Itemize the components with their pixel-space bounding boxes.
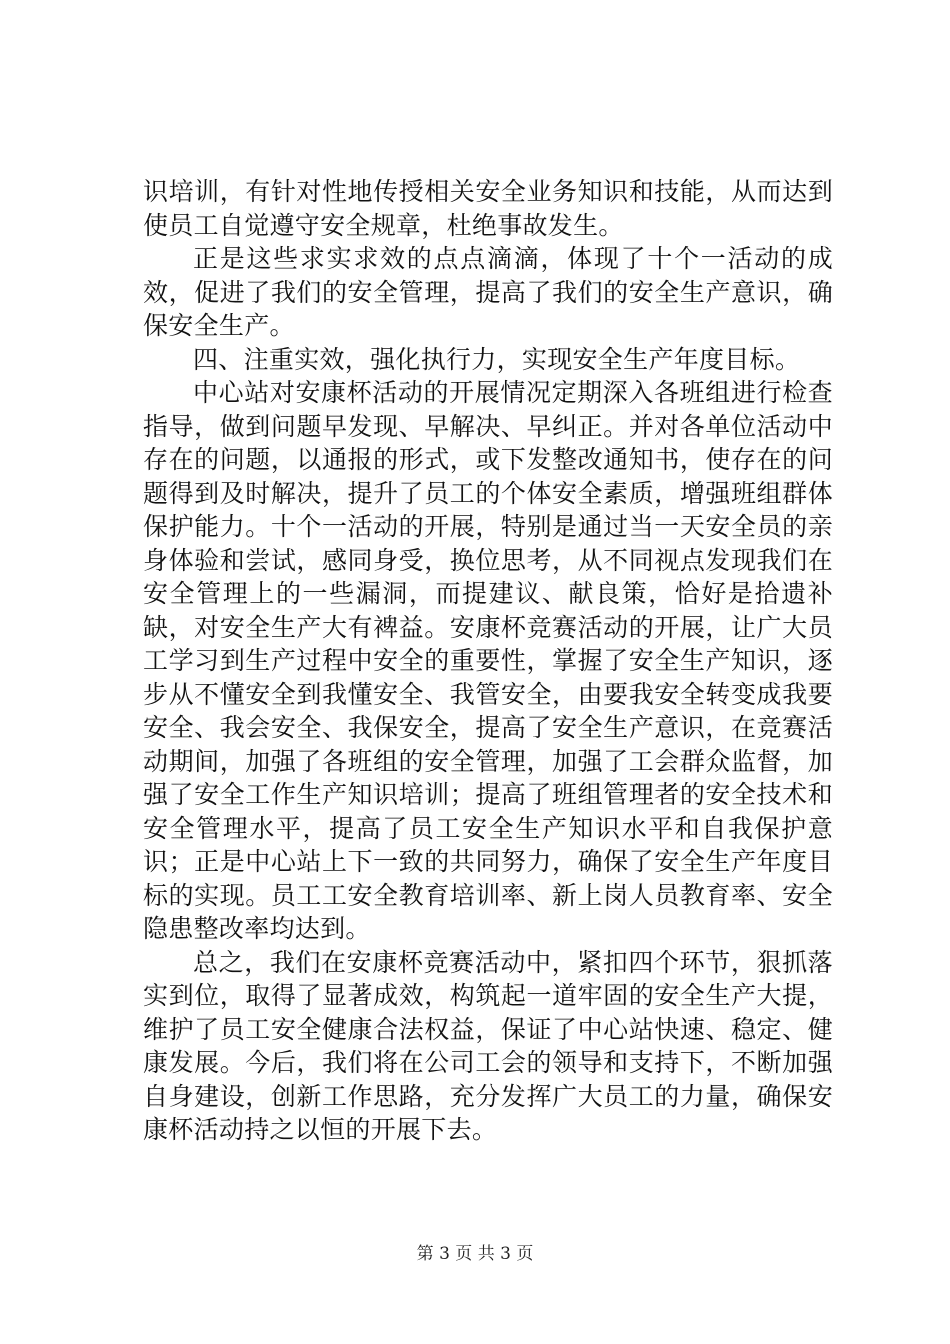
paragraph-continuation: 识培训，有针对性地传授相关安全业务知识和技能，从而达到使员工自觉遵守安全规章，杜绝事故发生。: [143, 177, 833, 240]
paragraph-inspection: 中心站对安康杯活动的开展情况定期深入各班组进行检查指导，做到问题早发现、早解决、早纠正。并对各单位活动中存在的问题，以通报的形式，或下发整改通知书，使存在的问题得到及时解决，提升了员工的个体安全素质，增强班组群体保护能力。十个一活动的开展，特别是通过当一天安全员的亲身体验和尝试，感同身受，换位思考，从不同视点发现我们在安全管理上的一些漏洞，而提建议、献良策，恰好是拾遗补缺，对安全生产大有裨益。安康杯竞赛活动的开展，让广大员工学习到生产过程中安全的重要性，掌握了安全生产知识，逐步从不懂安全到我懂安全、我管安全，由要我安全转变成我要安全、我会安全、我保安全，提高了安全生产意识，在竞赛活动期间，加强了各班组的安全管理，加强了工会群众监督，加强了安全工作生产知识培训；提高了班组管理者的安全技术和安全管理水平，提高了员工安全生产知识水平和自我保护意识；正是中心站上下一致的共同努力，确保了安全生产年度目标的实现。员工工安全教育培训率、新上岗人员教育率、安全隐患整改率均达到。: [143, 378, 833, 943]
paragraph-achievements: 正是这些求实求效的点点滴滴，体现了十个一活动的成效，促进了我们的安全管理，提高了我们的安全生产意识，确保安全生产。: [143, 244, 833, 340]
paragraph-conclusion: 总之，我们在安康杯竞赛活动中，紧扣四个环节，狠抓落实到位，取得了显著成效，构筑起一道牢固的安全生产大提，维护了员工安全健康合法权益，保证了中心站快速、稳定、健康发展。今后，我们将在公司工会的领导和支持下，不断加强自身建设，创新工作思路，充分发挥广大员工的力量，确保安康杯活动持之以恒的开展下去。: [143, 947, 833, 1144]
document-body: [143, 175, 833, 1147]
section-heading-four: 四、注重实效，强化执行力，实现安全生产年度目标。: [193, 344, 801, 374]
page-footer: [0, 1243, 950, 1265]
page-number: 第 3 页 共 3 页: [416, 1244, 534, 1264]
